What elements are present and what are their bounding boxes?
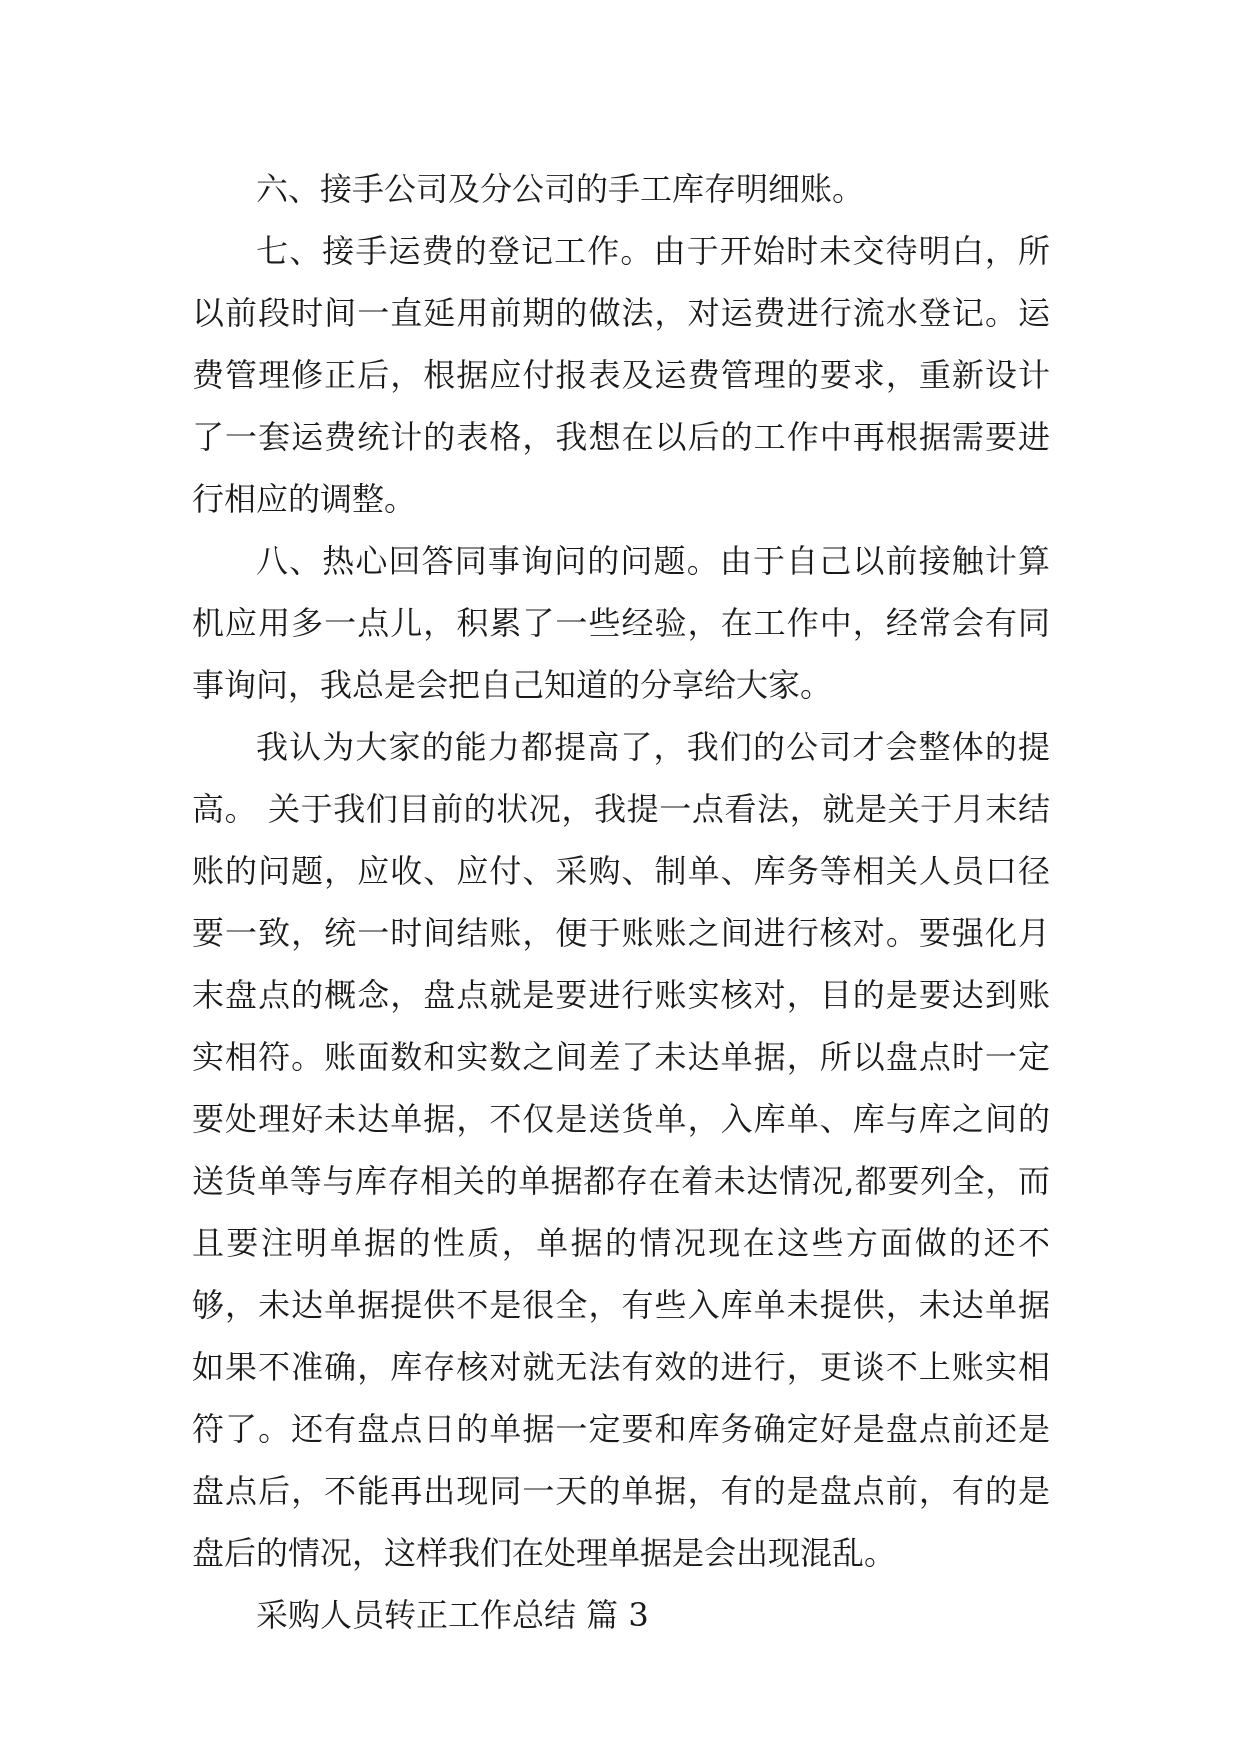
paragraph-item-8: 八、热心回答同事询问的问题。由于自己以前接触计算机应用多一点儿，积累了一些经验，在工作中，经常会有同事询问，我总是会把自己知道的分享给大家。 (192, 542, 1050, 704)
document-body (192, 158, 1050, 1646)
paragraph-item-6: 六、接手公司及分公司的手工库存明细账。 (256, 170, 865, 208)
paragraph-summary: 我认为大家的能力都提高了，我们的公司才会整体的提高。 关于我们目前的状况，我提一点看法，就是关于月末结账的问题，应收、应付、采购、制单、库务等相关人员口径要一致，统一时间结账，便于账账之间进行核对。要强化月末盘点的概念，盘点就是要进行账实核对，目的是要达到账实相符。账面数和实数之间差了未达单据，所以盘点时一定要处理好未达单据，不仅是送货单，入库单、库与库之间的送货单等与库存相关的单据都存在着未达情况,都要列全，而且要注明单据的性质，单据的情况现在这些方面做的还不够，未达单据提供不是很全，有些入库单未提供，未达单据如果不准确，库存核对就无法有效的进行，更谈不上账实相符了。还有盘点日的单据一定要和库务确定好是盘点前还是盘点后，不能再出现同一天的单据，有的是盘点前，有的是盘后的情况，这样我们在处理单据是会出现混乱。 (192, 728, 1050, 1572)
section-heading: 采购人员转正工作总结 篇 3 (256, 1596, 649, 1634)
paragraph-item-7: 七、接手运费的登记工作。由于开始时未交待明白，所以前段时间一直延用前期的做法，对运费进行流水登记。运费管理修正后，根据应付报表及运费管理的要求，重新设计了一套运费统计的表格，我想在以后的工作中再根据需要进行相应的调整。 (192, 232, 1050, 518)
